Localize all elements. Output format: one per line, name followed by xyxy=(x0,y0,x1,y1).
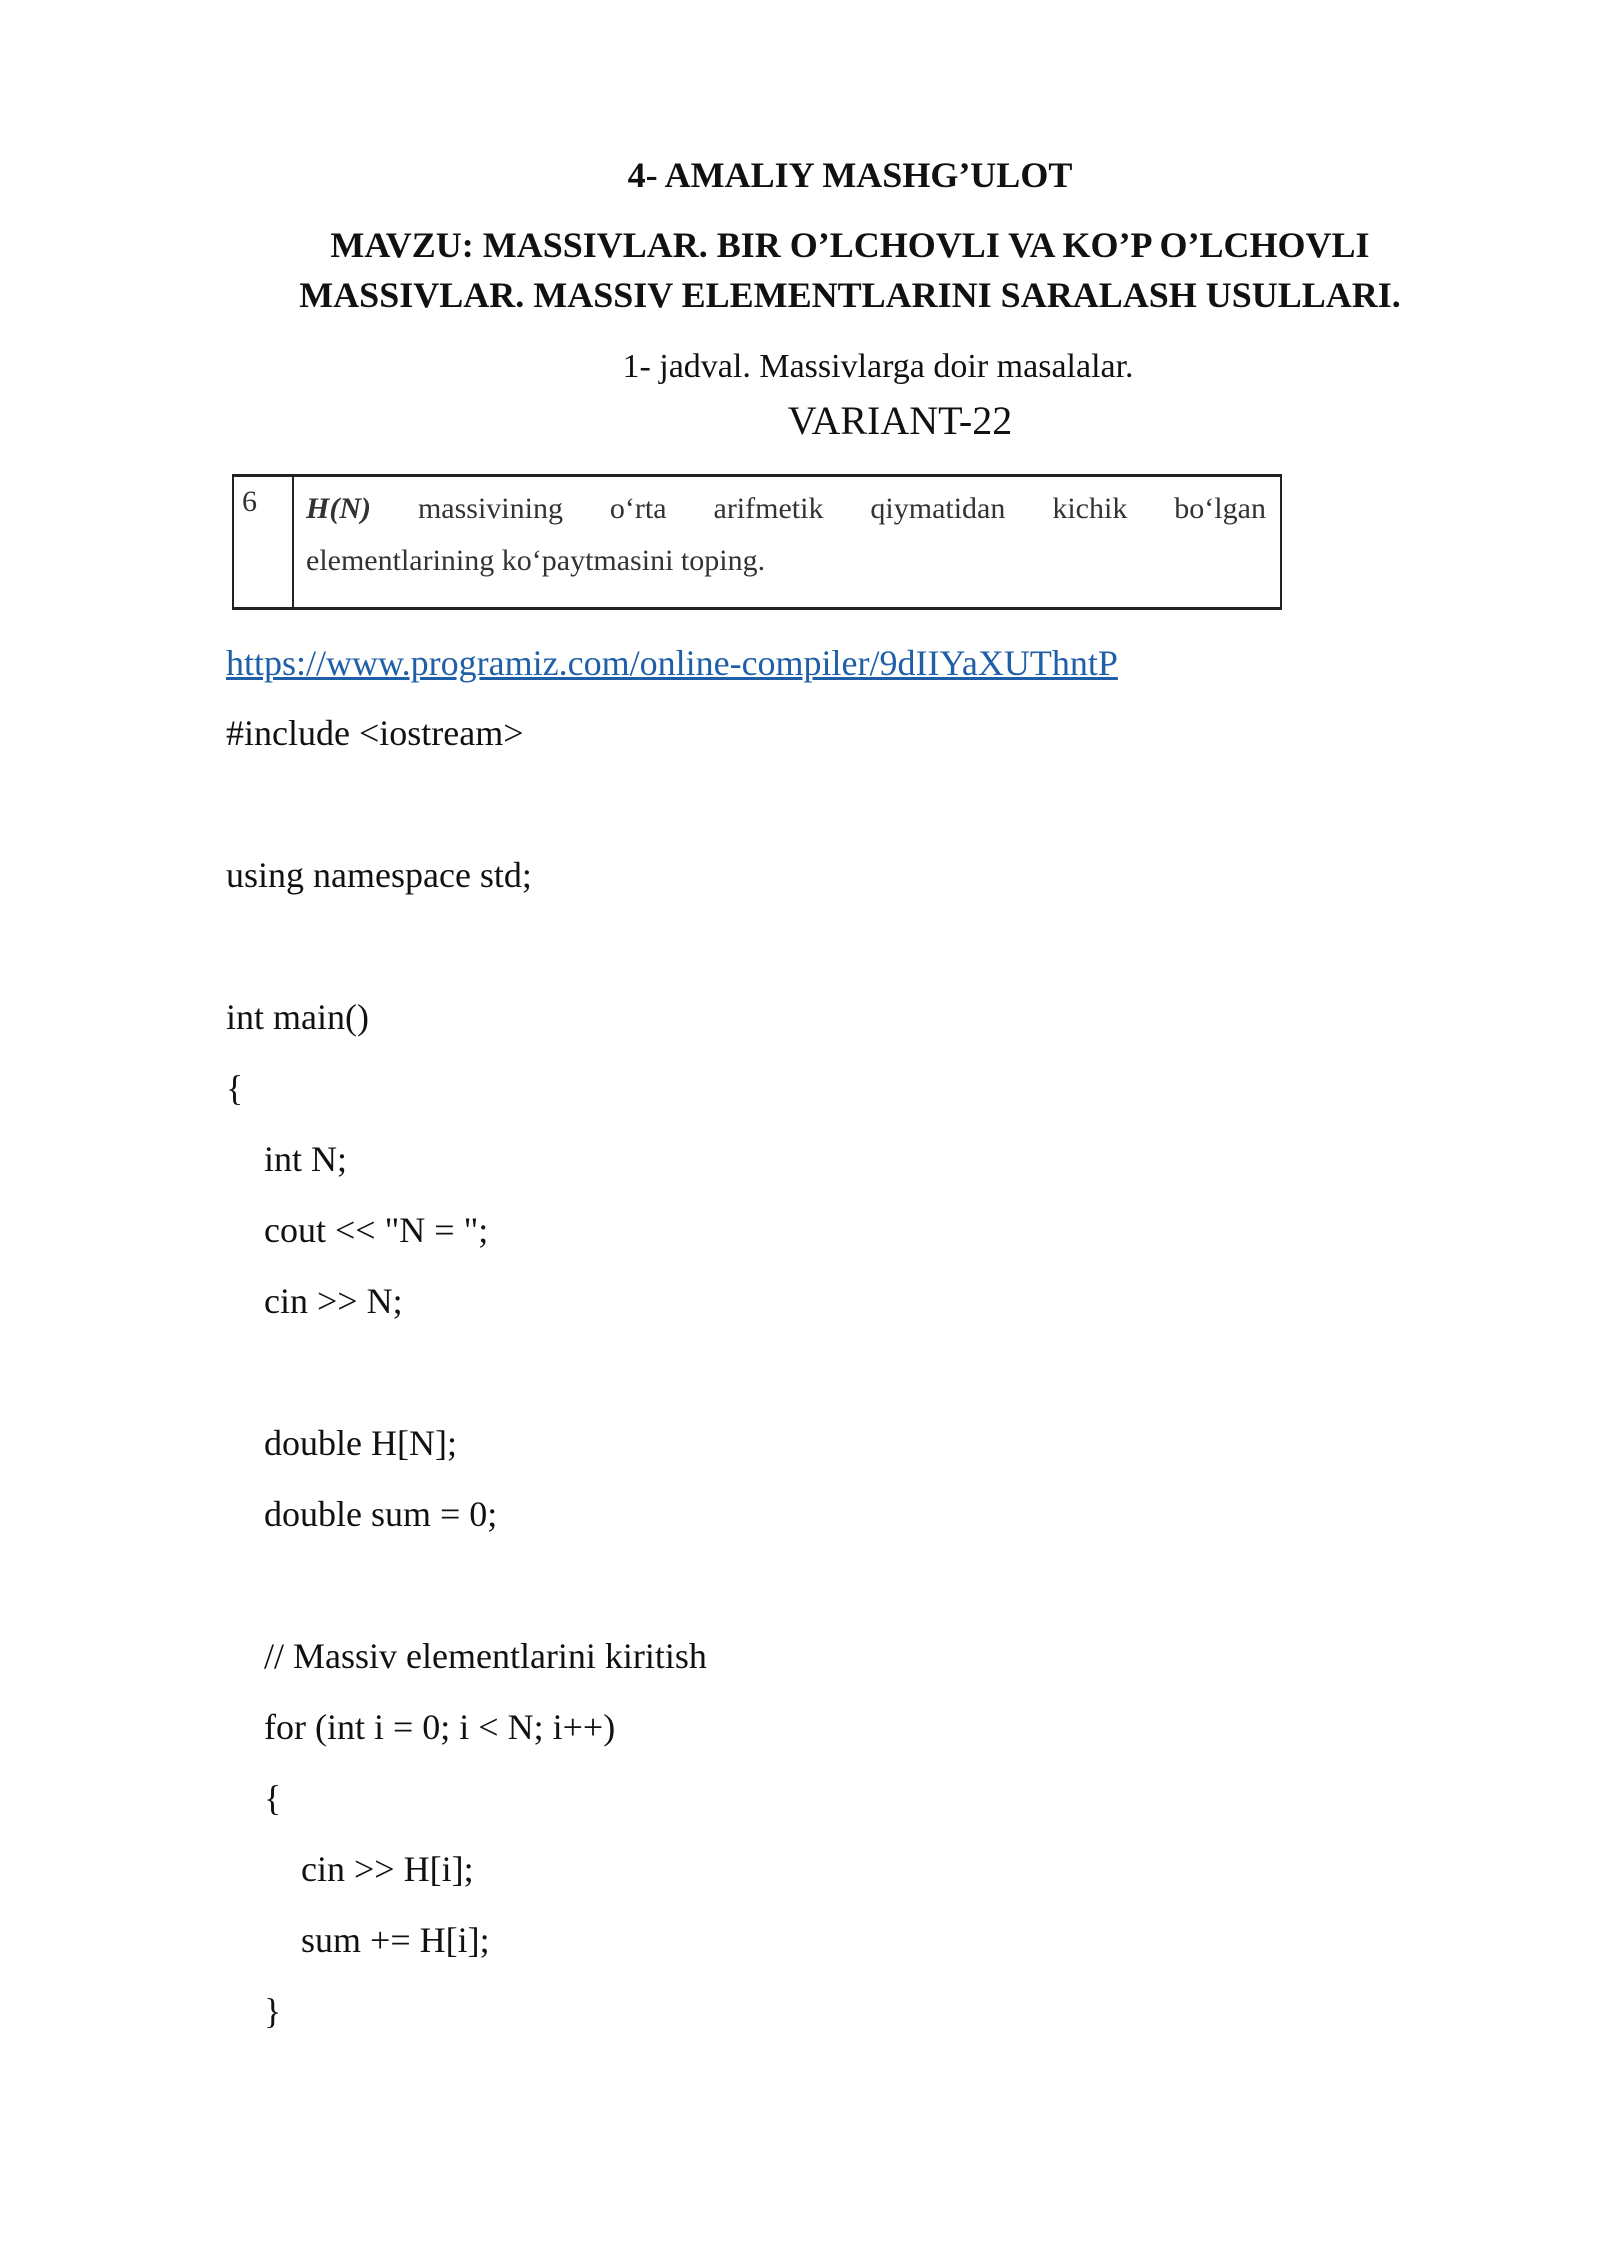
code-line: { xyxy=(226,1068,244,1108)
task-word: bo‘lgan xyxy=(1174,492,1266,525)
task-word: o‘rta xyxy=(609,492,667,525)
topic-title-line-1: MAVZU: MASSIVLAR. BIR O’LCHOVLI VA KO’P O’LCHOVLI xyxy=(330,225,1370,265)
code-line: sum += H[i]; xyxy=(301,1920,490,1960)
task-word: qiymatidan xyxy=(870,492,1006,525)
code-line: } xyxy=(264,1991,282,2031)
code-line: cin >> N; xyxy=(264,1281,403,1321)
task-line-2: elementlarining ko‘paytmasini toping. xyxy=(306,544,766,577)
task-description xyxy=(306,483,1266,587)
task-line-1 xyxy=(306,483,1266,535)
task-word: massivining xyxy=(417,492,563,525)
code-line: int main() xyxy=(226,997,369,1037)
code-line: cin >> H[i]; xyxy=(301,1849,474,1889)
topic-title xyxy=(0,220,1600,320)
task-number: 6 xyxy=(234,477,294,607)
task-word: arifmetik xyxy=(713,492,824,525)
task-table xyxy=(232,474,1282,610)
task-array-name: H(N) xyxy=(306,492,371,525)
code-comment: // Massiv elementlarini kiritish xyxy=(264,1636,707,1676)
code-line: for (int i = 0; i < N; i++) xyxy=(264,1707,616,1747)
compiler-link[interactable]: https://www.programiz.com/online-compiler/9dIIYaXUThntP xyxy=(226,643,1118,683)
topic-title-line-2: MASSIVLAR. MASSIV ELEMENTLARINI SARALASH USULLARI. xyxy=(299,275,1401,315)
code-line: #include <iostream> xyxy=(226,713,524,753)
code-line: int N; xyxy=(264,1139,348,1179)
code-line: using namespace std; xyxy=(226,855,532,895)
practice-title: 4- AMALIY MASHG’ULOT xyxy=(627,155,1073,195)
code-line: double H[N]; xyxy=(264,1423,457,1463)
table-caption: 1- jadval. Massivlarga doir masalalar. xyxy=(622,348,1134,385)
task-word: kichik xyxy=(1052,492,1128,525)
code-line: cout << "N = "; xyxy=(264,1210,489,1250)
code-line: double sum = 0; xyxy=(264,1494,498,1534)
variant-label: VARIANT-22 xyxy=(787,398,1013,443)
code-line: { xyxy=(264,1778,282,1818)
